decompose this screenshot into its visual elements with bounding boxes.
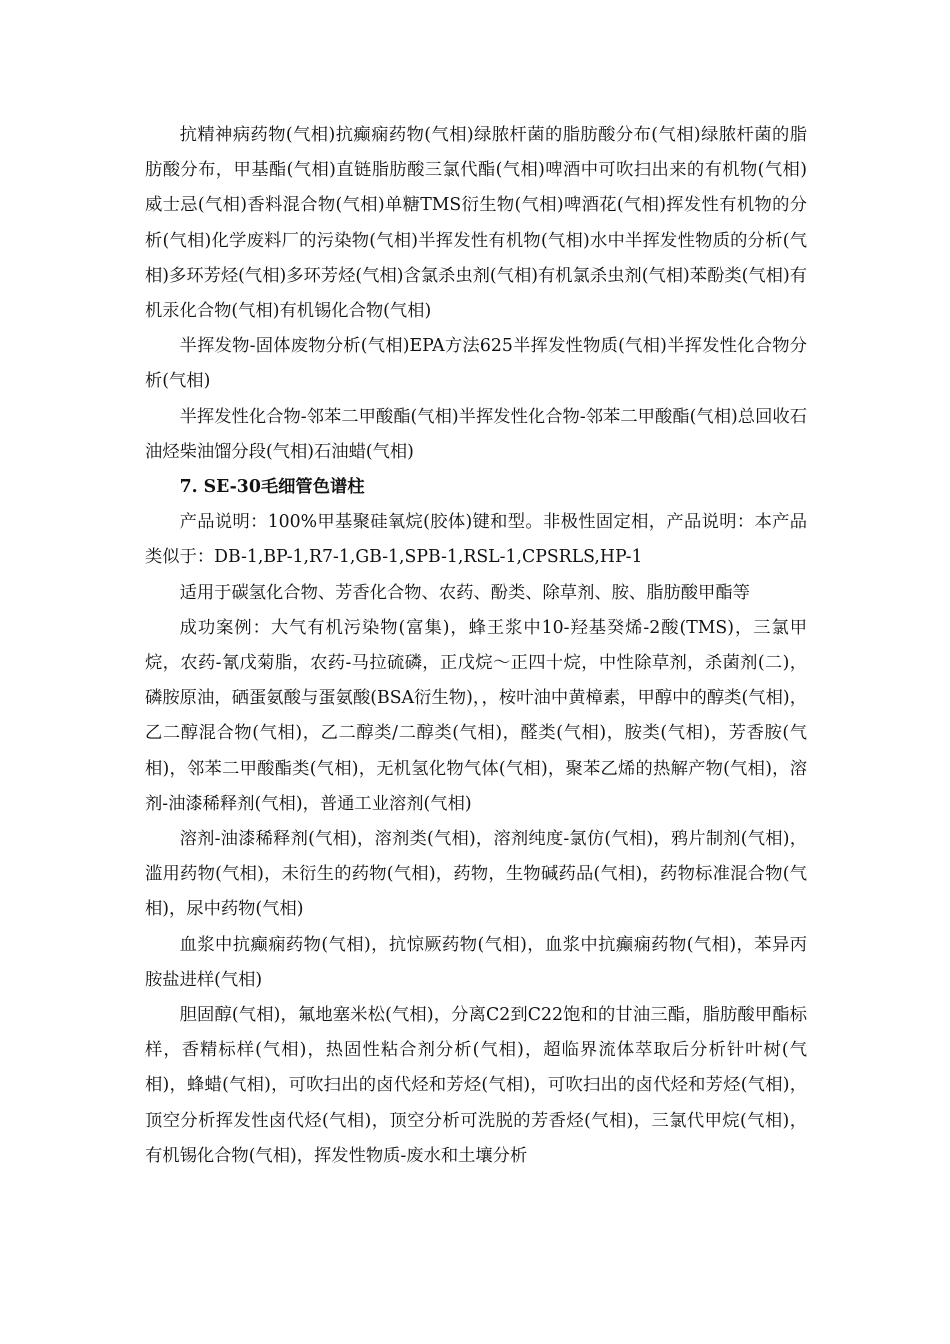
paragraph-cholesterol: 胆固醇(气相)，氟地塞米松(气相)，分离C2到C22饱和的甘油三酯，脂肪酸甲酯标样，香精标样(气相)，热固性粘合剂分析(气相)，超临界流体萃取后分析针叶树(气相)，蜂蜡(气相)，可吹扫出的卤代烃和芳烃(气相)，可吹扫出的卤代烃和芳烃(气相)，顶空分析挥发性卤代烃(气相)，顶空分析可洗脱的芳香烃(气相)，三氯代甲烷(气相)，有机锡化合物(气相)，挥发性物质-废水和土壤分析: [145, 1005, 807, 1166]
paragraph-applications: 适用于碳氢化合物、芳香化合物、农药、酚类、除草剂、胺、脂肪酸甲酯等: [179, 582, 750, 603]
paragraph-solvents: 溶剂-油漆稀释剂(气相)，溶剂类(气相)，溶剂纯度-氯仿(气相)，鸦片制剂(气相)，滥用药物(气相)，未衍生的药物(气相)，药物，生物碱药品(气相)，药物标准混合物(气相)，尿中药物(气相): [145, 829, 807, 920]
paragraph-success-cases: 成功案例：大气有机污染物(富集)，蜂王浆中10-羟基癸烯-2酸(TMS)，三氯甲烷，农药-氰戊菊脂，农药-马拉硫磷，正戊烷～正四十烷，中性除草剂，杀菌剂(二)，磷胺原油，硒蛋氨酸与蛋氨酸(BSA衍生物)，，桉叶油中黄樟素，甲醇中的醇类(气相)，乙二醇混合物(气相)，乙二醇类/二醇类(气相)，醛类(气相)，胺类(气相)，芳香胺(气相)，邻苯二甲酸酯类(气相)，无机氢化物气体(气相)，聚苯乙烯的热解产物(气相)，溶剂-油漆稀释剂(气相)，普通工业溶剂(气相): [145, 617, 807, 814]
section-heading: 7. SE-30毛细管色谱柱: [179, 477, 365, 498]
paragraph-1: 抗精神病药物(气相)抗癫痫药物(气相)绿脓杆菌的脂肪酸分布(气相)绿脓杆菌的脂肪酸分布，甲基酯(气相)直链脂肪酸三氯代酯(气相)啤酒中可吹扫出来的有机物(气相)威士忌(气相)香料混合物(气相)单糖TMS衍生物(气相)啤酒花(气相)挥发性有机物的分析(气相)化学废料厂的污染物(气相)半挥发性有机物(气相)水中半挥发性物质的分析(气相)多环芳烃(气相)多环芳烃(气相)含氯杀虫剂(气相)有机氯杀虫剂(气相)苯酚类(气相)有机汞化合物(气相)有机锡化合物(气相): [145, 125, 807, 322]
document-body: [145, 118, 807, 1174]
paragraph-plasma: 血浆中抗癫痫药物(气相)，抗惊厥药物(气相)，血浆中抗癫痫药物(气相)，苯异丙胺盐进样(气相): [145, 934, 807, 990]
paragraph-product-description: 产品说明：100%甲基聚硅氧烷(胶体)键和型。非极性固定相，产品说明：本产品类似于：DB-1,BP-1,R7-1,GB-1,SPB-1,RSL-1,CPSRLS,HP-1: [145, 512, 807, 568]
paragraph-3: 半挥发性化合物-邻苯二甲酸酯(气相)半挥发性化合物-邻苯二甲酸酯(气相)总回收石油烃柴油馏分段(气相)石油蜡(气相): [145, 406, 807, 462]
paragraph-2: 半挥发物-固体废物分析(气相)EPA方法625半挥发性物质(气相)半挥发性化合物分析(气相): [145, 336, 807, 392]
